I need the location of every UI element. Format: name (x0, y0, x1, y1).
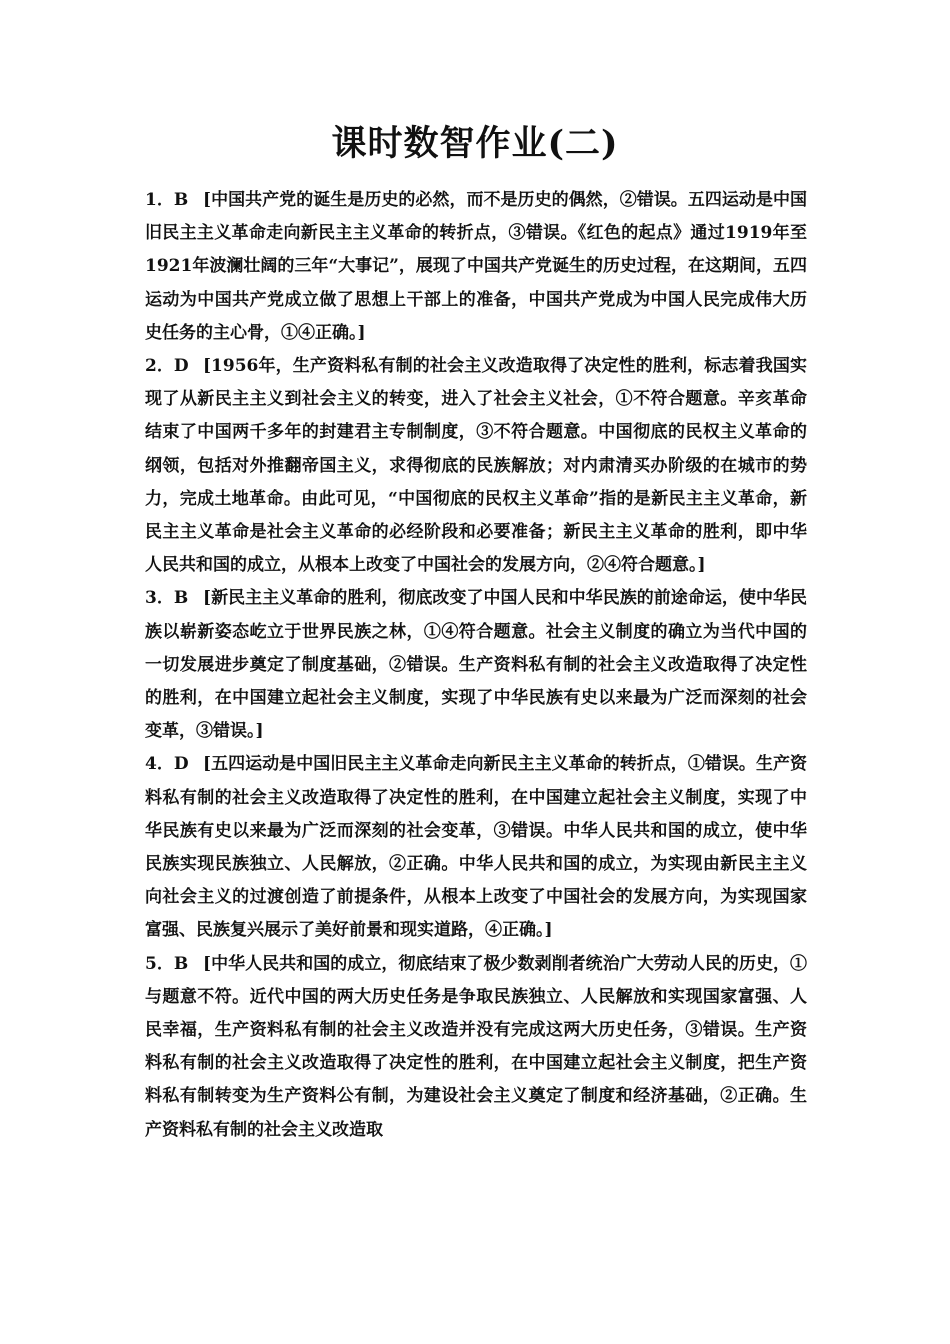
answer-number: 4．D (145, 754, 189, 775)
answer-explanation: [中国共产党的诞生是历史的必然，而不是历史的偶然，②错误。五四运动是中国旧民主主义革命走向新民主主义革命的转折点，③错误。《红色的起点》通过1919年至1921年波澜壮阔的三年“大事记”，展现了中国共产党诞生的历史过程，在这期间，五四运动为中国共产党成立做了思想上干部上的准备，中国共产党成为中国人民完成伟大历史任务的主心骨，①④正确。] (145, 190, 807, 343)
answer-item-2 (145, 350, 807, 582)
answer-item-3 (145, 582, 807, 748)
answer-explanation: [五四运动是中国旧民主主义革命走向新民主主义革命的转折点，①错误。生产资料私有制的社会主义改造取得了决定性的胜利，在中国建立起社会主义制度，实现了中华民族有史以来最为广泛而深刻的社会变革，③错误。中华人民共和国的成立，使中华民族实现民族独立、人民解放，②正确。中华人民共和国的成立，为实现由新民主主义向社会主义的过渡创造了前提条件，从根本上改变了中国社会的发展方向，为实现国家富强、民族复兴展示了美好前景和现实道路，④正确。] (145, 754, 807, 941)
answer-item-5 (145, 948, 807, 1147)
answer-item-4 (145, 748, 807, 947)
answer-number: 2．D (145, 356, 189, 377)
answer-explanation: [新民主主义革命的胜利，彻底改变了中国人民和中华民族的前途命运，使中华民族以崭新姿态屹立于世界民族之林，①④符合题意。社会主义制度的确立为当代中国的一切发展进步奠定了制度基础，②错误。生产资料私有制的社会主义改造取得了决定性的胜利，在中国建立起社会主义制度，实现了中华民族有史以来最为广泛而深刻的社会变革，③错误。] (145, 588, 807, 742)
answer-explanation: [中华人民共和国的成立，彻底结束了极少数剥削者统治广大劳动人民的历史，①与题意不符。近代中国的两大历史任务是争取民族独立、人民解放和实现国家富强、人民幸福，生产资料私有制的社会主义改造并没有完成这两大历史任务，③错误。生产资料私有制的社会主义改造取得了决定性的胜利，在中国建立起社会主义制度，把生产资料私有制转变为生产资料公有制，为建设社会主义奠定了制度和经济基础，②正确。生产资料私有制的社会主义改造取 (145, 953, 807, 1140)
page-title: 课时数智作业(二) (331, 123, 619, 164)
answer-list (145, 184, 807, 1147)
answer-explanation: [1956年，生产资料私有制的社会主义改造取得了决定性的胜利，标志着我国实现了从新民主主义到社会主义的转变，进入了社会主义社会，①不符合题意。辛亥革命结束了中国两千多年的封建君主专制制度，③不符合题意。中国彻底的民权主义革命的纲领，包括对外推翻帝国主义，求得彻底的民族解放；对内肃清买办阶级的在城市的势力，完成土地革命。由此可见，“中国彻底的民权主义革命”指的是新民主主义革命，新民主主义革命是社会主义革命的必经阶段和必要准备；新民主主义革命的胜利，即中华人民共和国的成立，从根本上改变了中国社会的发展方向，②④符合题意。] (145, 356, 807, 576)
answer-item-1 (145, 184, 807, 350)
answer-number: 5．B (145, 953, 189, 974)
answer-number: 3．B (145, 588, 189, 609)
answer-number: 1．B (145, 190, 189, 210)
